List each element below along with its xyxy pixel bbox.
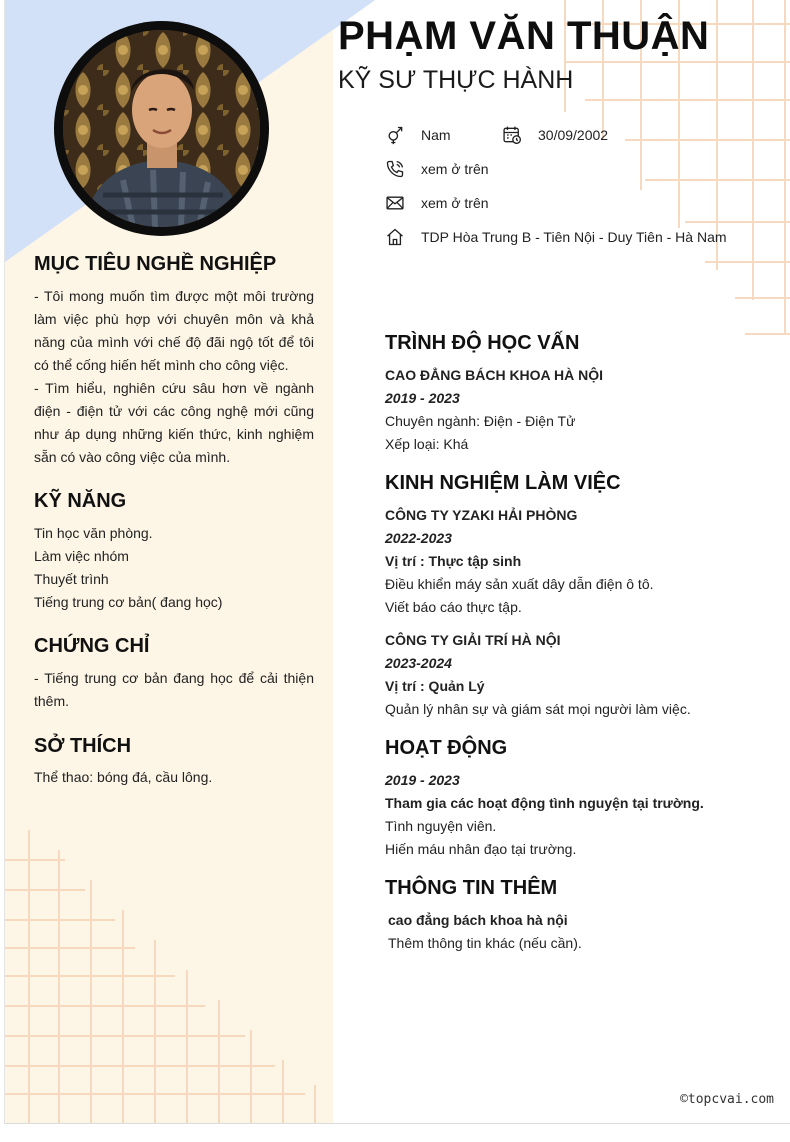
activities-block — [385, 769, 775, 861]
experience-title: KINH NGHIỆM LÀM VIỆC — [385, 472, 621, 494]
job-period: 2023-2024 — [385, 655, 452, 671]
candidate-job-title: KỸ SƯ THỰC HÀNH — [338, 66, 574, 94]
job-position: Vị trí : Thực tập sinh — [385, 553, 522, 569]
footer-watermark: ©topcvai.com — [680, 1092, 774, 1107]
education-grade: Xếp loại: Khá — [385, 436, 469, 452]
hobbies-title: SỞ THÍCH — [34, 735, 132, 757]
certificates-text: - Tiếng trung cơ bản đang học để cải thiện thêm. — [34, 670, 314, 709]
additional-heading: cao đẳng bách khoa hà nội — [388, 912, 568, 928]
job-company: CÔNG TY GIẢI TRÍ HÀ NỘI — [385, 632, 561, 648]
objective-paragraph-2: - Tìm hiểu, nghiên cứu sâu hơn về ngành điện - điện tử với các công nghệ mới cũng như áp dụng những kiến thức, kinh nghiệm sẵn có vào công việc của mình. — [34, 380, 314, 465]
phone-icon — [385, 159, 405, 179]
skills-title: KỸ NĂNG — [34, 490, 127, 512]
activities-title: HOẠT ĐỘNG — [385, 737, 508, 759]
email-value: xem ở trên — [421, 195, 489, 211]
job-duty: Điều khiển máy sản xuất dây dẫn điện ô tô. — [385, 576, 654, 592]
skill-item: Tiếng trung cơ bản( đang học) — [34, 594, 223, 610]
job-period: 2022-2023 — [385, 530, 452, 546]
additional-block — [388, 909, 778, 955]
activity-name: Tham gia các hoạt động tình nguyện tại trường. — [385, 795, 704, 811]
additional-title: THÔNG TIN THÊM — [385, 877, 558, 899]
avatar-frame — [54, 21, 269, 236]
objective-title: MỤC TIÊU NGHỀ NGHIỆP — [34, 253, 277, 275]
address-row — [385, 226, 727, 248]
phone-value: xem ở trên — [421, 161, 489, 177]
home-icon — [385, 227, 405, 247]
birthday-row — [502, 124, 608, 146]
address-value: TDP Hòa Trung B - Tiên Nội - Duy Tiên - Hà Nam — [421, 229, 727, 245]
job-duty: Viết báo cáo thực tập. — [385, 599, 522, 615]
email-row — [385, 192, 489, 214]
gender-icon — [385, 125, 405, 145]
candidate-name: PHẠM VĂN THUẬN — [338, 14, 710, 58]
hobbies-text: Thể thao: bóng đá, cầu lông. — [34, 769, 213, 785]
skill-item: Tin học văn phòng. — [34, 525, 153, 541]
job-duty: Quản lý nhân sự và giám sát mọi người làm việc. — [385, 701, 691, 717]
activity-item: Hiến máu nhân đạo tại trường. — [385, 841, 577, 857]
certificates-title: CHỨNG CHỈ — [34, 635, 150, 657]
skill-item: Thuyết trình — [34, 571, 109, 587]
job-entry — [385, 504, 775, 619]
phone-row — [385, 158, 489, 180]
activity-period: 2019 - 2023 — [385, 772, 460, 788]
calendar-icon — [502, 125, 522, 145]
mail-icon — [385, 193, 405, 213]
job-company: CÔNG TY YZAKI HẢI PHÒNG — [385, 507, 578, 523]
education-major: Chuyên ngành: Điện - Điện Tử — [385, 413, 576, 429]
job-entry — [385, 629, 775, 721]
avatar — [63, 30, 260, 227]
education-period: 2019 - 2023 — [385, 390, 460, 406]
education-title: TRÌNH ĐỘ HỌC VẤN — [385, 332, 580, 354]
job-position: Vị trí : Quản Lý — [385, 678, 485, 694]
education-block — [385, 364, 775, 456]
objective-paragraph-1: - Tôi mong muốn tìm được một môi trường làm việc phù hợp với chuyên môn và khả năng của mình với chế độ đãi ngộ tốt để tôi có thể cống hiến hết mình cho công việc. — [34, 288, 314, 373]
gender-row — [385, 124, 451, 146]
birthday-value: 30/09/2002 — [538, 127, 609, 143]
skill-item: Làm việc nhóm — [34, 548, 129, 564]
additional-text: Thêm thông tin khác (nếu cần). — [388, 935, 582, 951]
education-school: CAO ĐẲNG BÁCH KHOA HÀ NỘI — [385, 367, 604, 383]
activity-item: Tình nguyện viên. — [385, 818, 497, 834]
avatar-portrait-illustration — [63, 30, 260, 227]
cv-page — [4, 0, 790, 1124]
gender-value: Nam — [421, 127, 451, 143]
grid-decoration-bottom-left — [5, 830, 333, 1124]
skills-list — [34, 522, 314, 614]
